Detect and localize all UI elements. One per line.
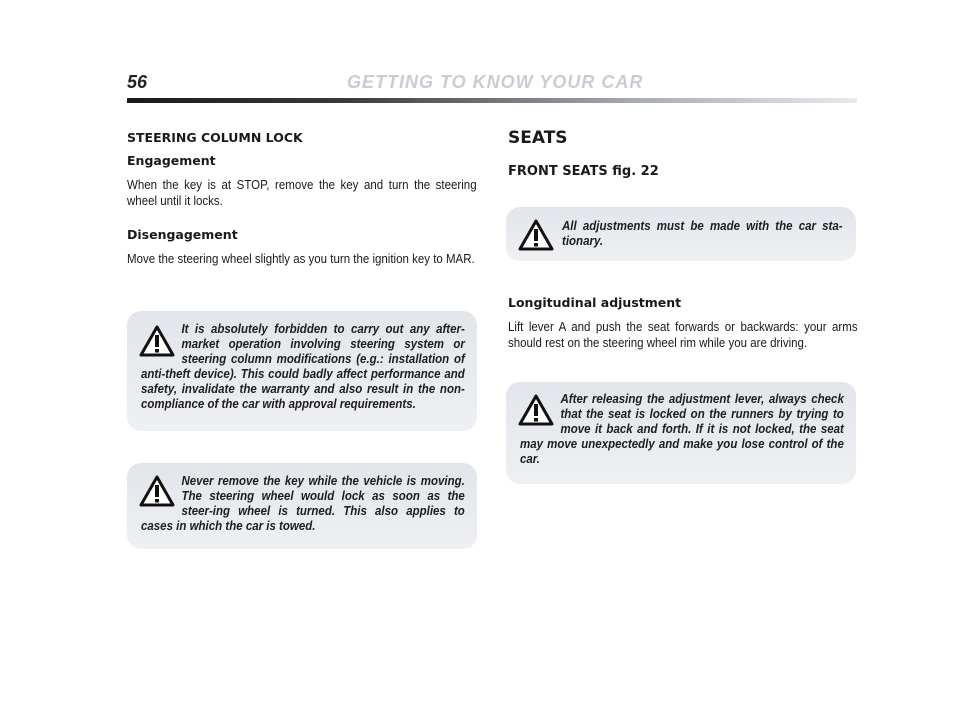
engagement-text: When the key is at STOP, remove the key and turn the steering wheel until it locks. bbox=[127, 178, 477, 208]
engagement-heading: Engagement bbox=[127, 153, 216, 168]
warning-aftermarket-body: It is absolutely forbidden to carry out any after-market operation involving steering system or steering column modifications (e.g.: installation of anti-theft device). This could badly affect performance and safety, invalidate the warranty and also result in the non-compliance of the car with approval requirements. bbox=[141, 322, 465, 411]
warning-stationary-body: All adjustments must be made with the car sta-tionary. bbox=[562, 219, 843, 248]
page-header bbox=[127, 66, 857, 106]
chapter-title: GETTING TO KNOW YOUR CAR bbox=[347, 72, 644, 92]
header-rule bbox=[127, 98, 857, 103]
page-number: 56 bbox=[127, 72, 148, 92]
warning-triangle-icon bbox=[518, 219, 554, 251]
longitudinal-heading: Longitudinal adjustment bbox=[508, 295, 682, 310]
front-seats-title: FRONT SEATS fig. 22 bbox=[508, 164, 659, 179]
disengagement-text: Move the steering wheel slightly as you turn the ignition key to MAR. bbox=[127, 252, 475, 266]
disengagement-heading: Disengagement bbox=[127, 227, 238, 242]
warning-key-removal-body: Never remove the key while the vehicle is moving. The steering wheel would lock as soon as the steer-ing wheel is turned. This also applies to cases in which the car is towed. bbox=[141, 474, 465, 533]
longitudinal-text: Lift lever A and push the seat forwards or backwards: your arms should rest on the steering wheel rim while you are driving. bbox=[508, 320, 858, 350]
steering-lock-title: STEERING COLUMN LOCK bbox=[127, 130, 303, 145]
warning-seat-lock-body: After releasing the adjustment lever, always check that the seat is locked on the runners by trying to move it back and forth. If it is not locked, the seat may move unexpectedly and make you lose control of the car. bbox=[520, 392, 844, 466]
seats-title: SEATS bbox=[508, 128, 568, 148]
